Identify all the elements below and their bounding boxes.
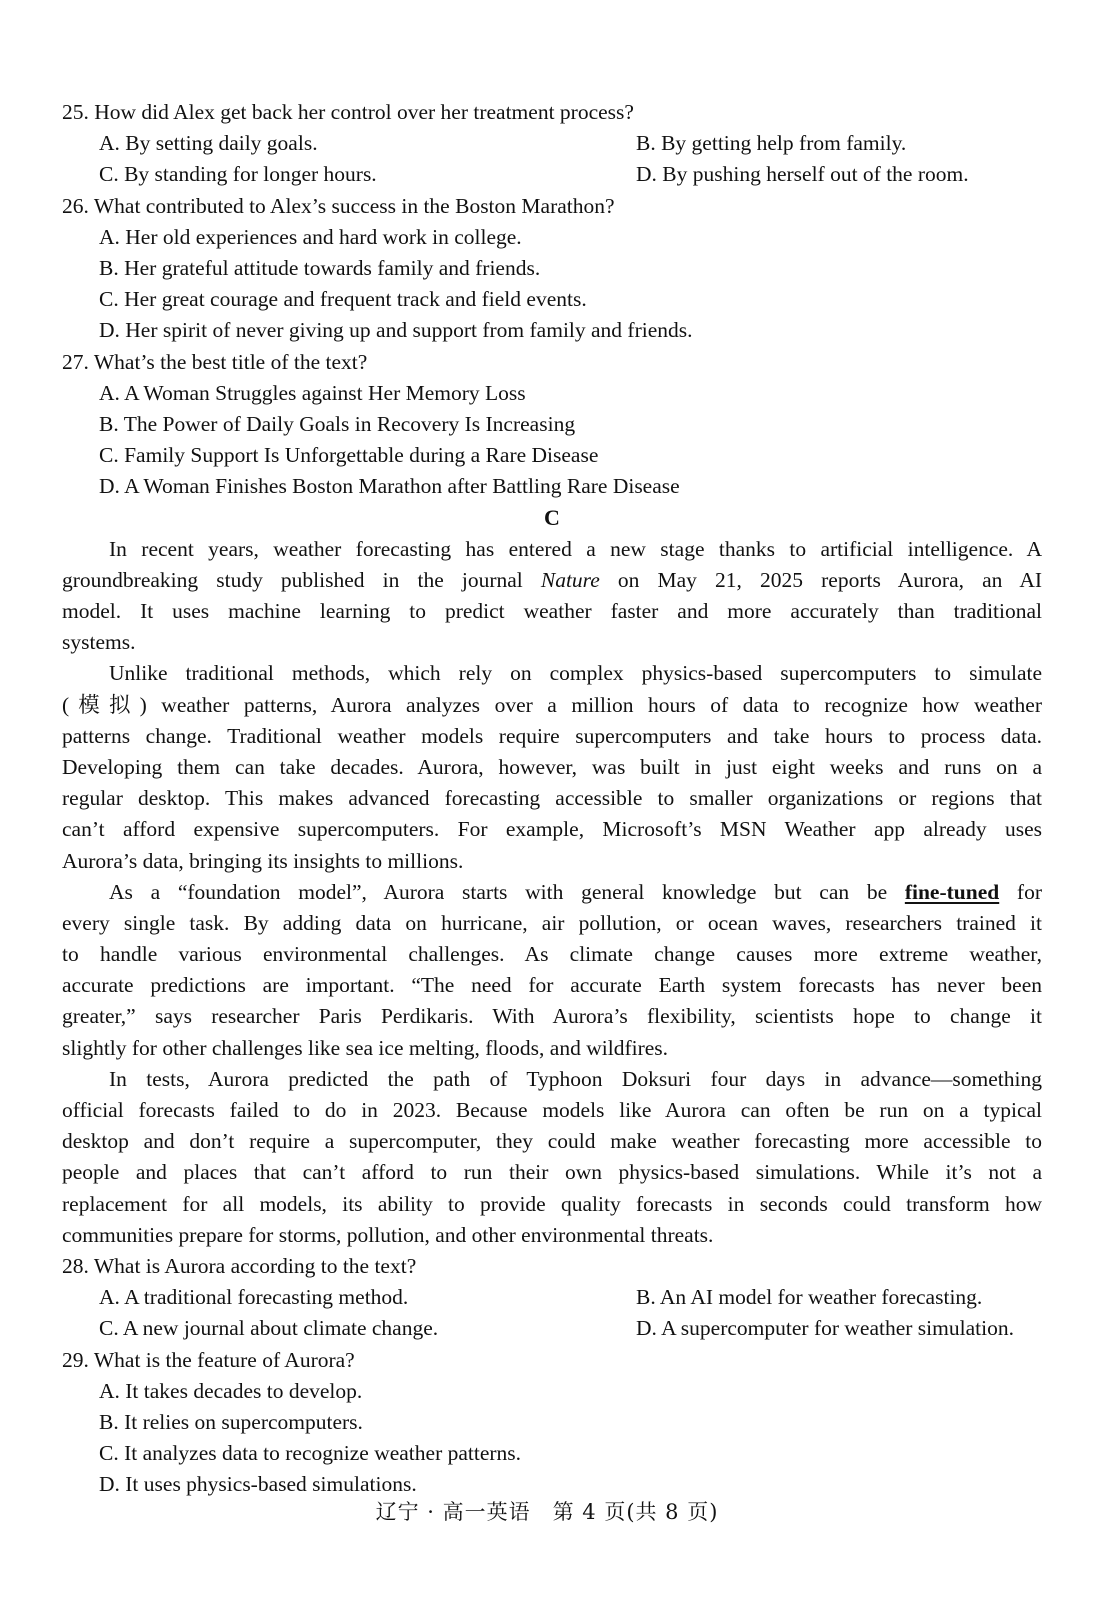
option-b: B. Her grateful attitude towards family and friends. <box>99 255 541 280</box>
option-a: A. A Woman Struggles against Her Memory Loss <box>99 380 526 405</box>
option-b: B. The Power of Daily Goals in Recovery Is Increasing <box>99 411 576 436</box>
question-28 <box>62 1251 1042 1345</box>
passage-paragraph-4 <box>62 1064 1042 1251</box>
passage-paragraph-2 <box>62 658 1042 876</box>
passage-line: patterns change. Traditional weather models require supercomputers and take hours to process data. <box>62 723 1042 748</box>
passage-line: official forecasts failed to do in 2023. Because models like Aurora can often be run on a typical <box>62 1098 1042 1122</box>
passage-line: In tests, Aurora predicted the path of Typhoon Doksuri four days in advance—something <box>109 1066 1042 1091</box>
passage-line: (模拟) weather patterns, Aurora analyzes over a million hours of data to recognize how weather <box>62 692 1042 717</box>
text-run: on May 21, 2025 reports Aurora, an AI <box>599 567 1043 592</box>
option-b: B. An AI model for weather forecasting. <box>636 1285 983 1310</box>
option-c: C. By standing for longer hours. <box>99 162 377 187</box>
passage-line: Developing them can take decades. Aurora, however, was built in just eight weeks and runs on a <box>62 754 1042 779</box>
passage-paragraph-1 <box>62 534 1042 659</box>
passage-line: model. It uses machine learning to predict weather faster and more accurately than traditional <box>62 599 1042 623</box>
passage-line: every single task. By adding data on hurricane, air pollution, or ocean waves, researchers trained it <box>62 910 1042 935</box>
question-29 <box>62 1345 1042 1501</box>
option-d: D. Her spirit of never giving up and support from family and friends. <box>99 318 693 343</box>
question-stem: 25. How did Alex get back her control over her treatment process? <box>62 100 634 124</box>
option-row <box>62 1282 1042 1313</box>
passage-line: to handle various environmental challenges. As climate change causes more extreme weather, <box>62 942 1042 967</box>
passage-line: greater,” says researcher Paris Perdikaris. With Aurora’s flexibility, scientists hope to change it <box>62 1004 1042 1029</box>
question-stem: 28. What is Aurora according to the text? <box>62 1253 417 1278</box>
option-row <box>62 128 1042 159</box>
passage-line <box>62 877 1042 908</box>
passage-line: replacement for all models, its ability to provide quality forecasts in seconds could transform how <box>62 1191 1042 1216</box>
passage-line: systems. <box>62 630 136 655</box>
question-27 <box>62 347 1042 503</box>
passage-paragraph-3 <box>62 877 1042 1064</box>
passage-line: slightly for other challenges like sea ice melting, floods, and wildfires. <box>62 1035 669 1060</box>
passage-line: desktop and don’t require a supercomputer, they could make weather forecasting more accessible to <box>62 1129 1042 1154</box>
option-a: A. By setting daily goals. <box>99 131 318 156</box>
passage-line: accurate predictions are important. “The need for accurate Earth system forecasts has never been <box>62 973 1042 998</box>
option-row <box>62 159 1042 190</box>
passage-line: In recent years, weather forecasting has entered a new stage thanks to artificial intelligence. A <box>109 536 1042 561</box>
question-stem: 27. What’s the best title of the text? <box>62 349 368 374</box>
question-26 <box>62 191 1042 347</box>
question-stem: 26. What contributed to Alex’s success in the Boston Marathon? <box>62 193 615 218</box>
page-footer: 辽宁 · 高一英语 第 4 页(共 8 页) <box>375 1500 719 1524</box>
question-25 <box>62 97 1042 191</box>
option-d: D. A supercomputer for weather simulation. <box>636 1316 1014 1341</box>
option-c: C. A new journal about climate change. <box>99 1316 439 1341</box>
passage-line: can’t afford expensive supercomputers. For example, Microsoft’s MSN Weather app already uses <box>62 817 1042 842</box>
option-c: C. It analyzes data to recognize weather patterns. <box>99 1441 522 1466</box>
passage-line: regular desktop. This makes advanced forecasting accessible to smaller organizations or regions that <box>62 786 1042 811</box>
underlined-word: fine-tuned <box>904 879 1000 904</box>
journal-name: Nature <box>540 567 600 592</box>
option-d: D. A Woman Finishes Boston Marathon after Battling Rare Disease <box>99 474 680 499</box>
option-a: A. Her old experiences and hard work in college. <box>99 224 522 249</box>
option-c: C. Her great courage and frequent track and field events. <box>99 287 587 312</box>
page-content <box>62 97 1042 1500</box>
text-run: for <box>999 879 1042 904</box>
option-a: A. It takes decades to develop. <box>99 1378 363 1403</box>
option-d: D. By pushing herself out of the room. <box>636 162 969 187</box>
option-d: D. It uses physics-based simulations. <box>99 1472 417 1497</box>
text-run: As a “foundation model”, Aurora starts with general knowledge but can be <box>109 879 905 904</box>
option-row <box>62 1313 1042 1344</box>
option-b: B. By getting help from family. <box>636 131 907 156</box>
option-a: A. A traditional forecasting method. <box>99 1285 409 1310</box>
passage-line <box>62 565 1042 596</box>
option-b: B. It relies on supercomputers. <box>99 1409 363 1434</box>
question-stem: 29. What is the feature of Aurora? <box>62 1347 355 1372</box>
text-run: groundbreaking study published in the journal <box>62 567 541 592</box>
section-label: C <box>544 505 560 531</box>
passage-line: people and places that can’t afford to run their own physics-based simulations. While it’s not a <box>62 1160 1042 1185</box>
passage-line: communities prepare for storms, pollution, and other environmental threats. <box>62 1222 714 1247</box>
option-c: C. Family Support Is Unforgettable during a Rare Disease <box>99 443 599 468</box>
passage-line: Aurora’s data, bringing its insights to millions. <box>62 848 464 873</box>
passage-line: Unlike traditional methods, which rely on complex physics-based supercomputers to simulate <box>109 661 1042 686</box>
